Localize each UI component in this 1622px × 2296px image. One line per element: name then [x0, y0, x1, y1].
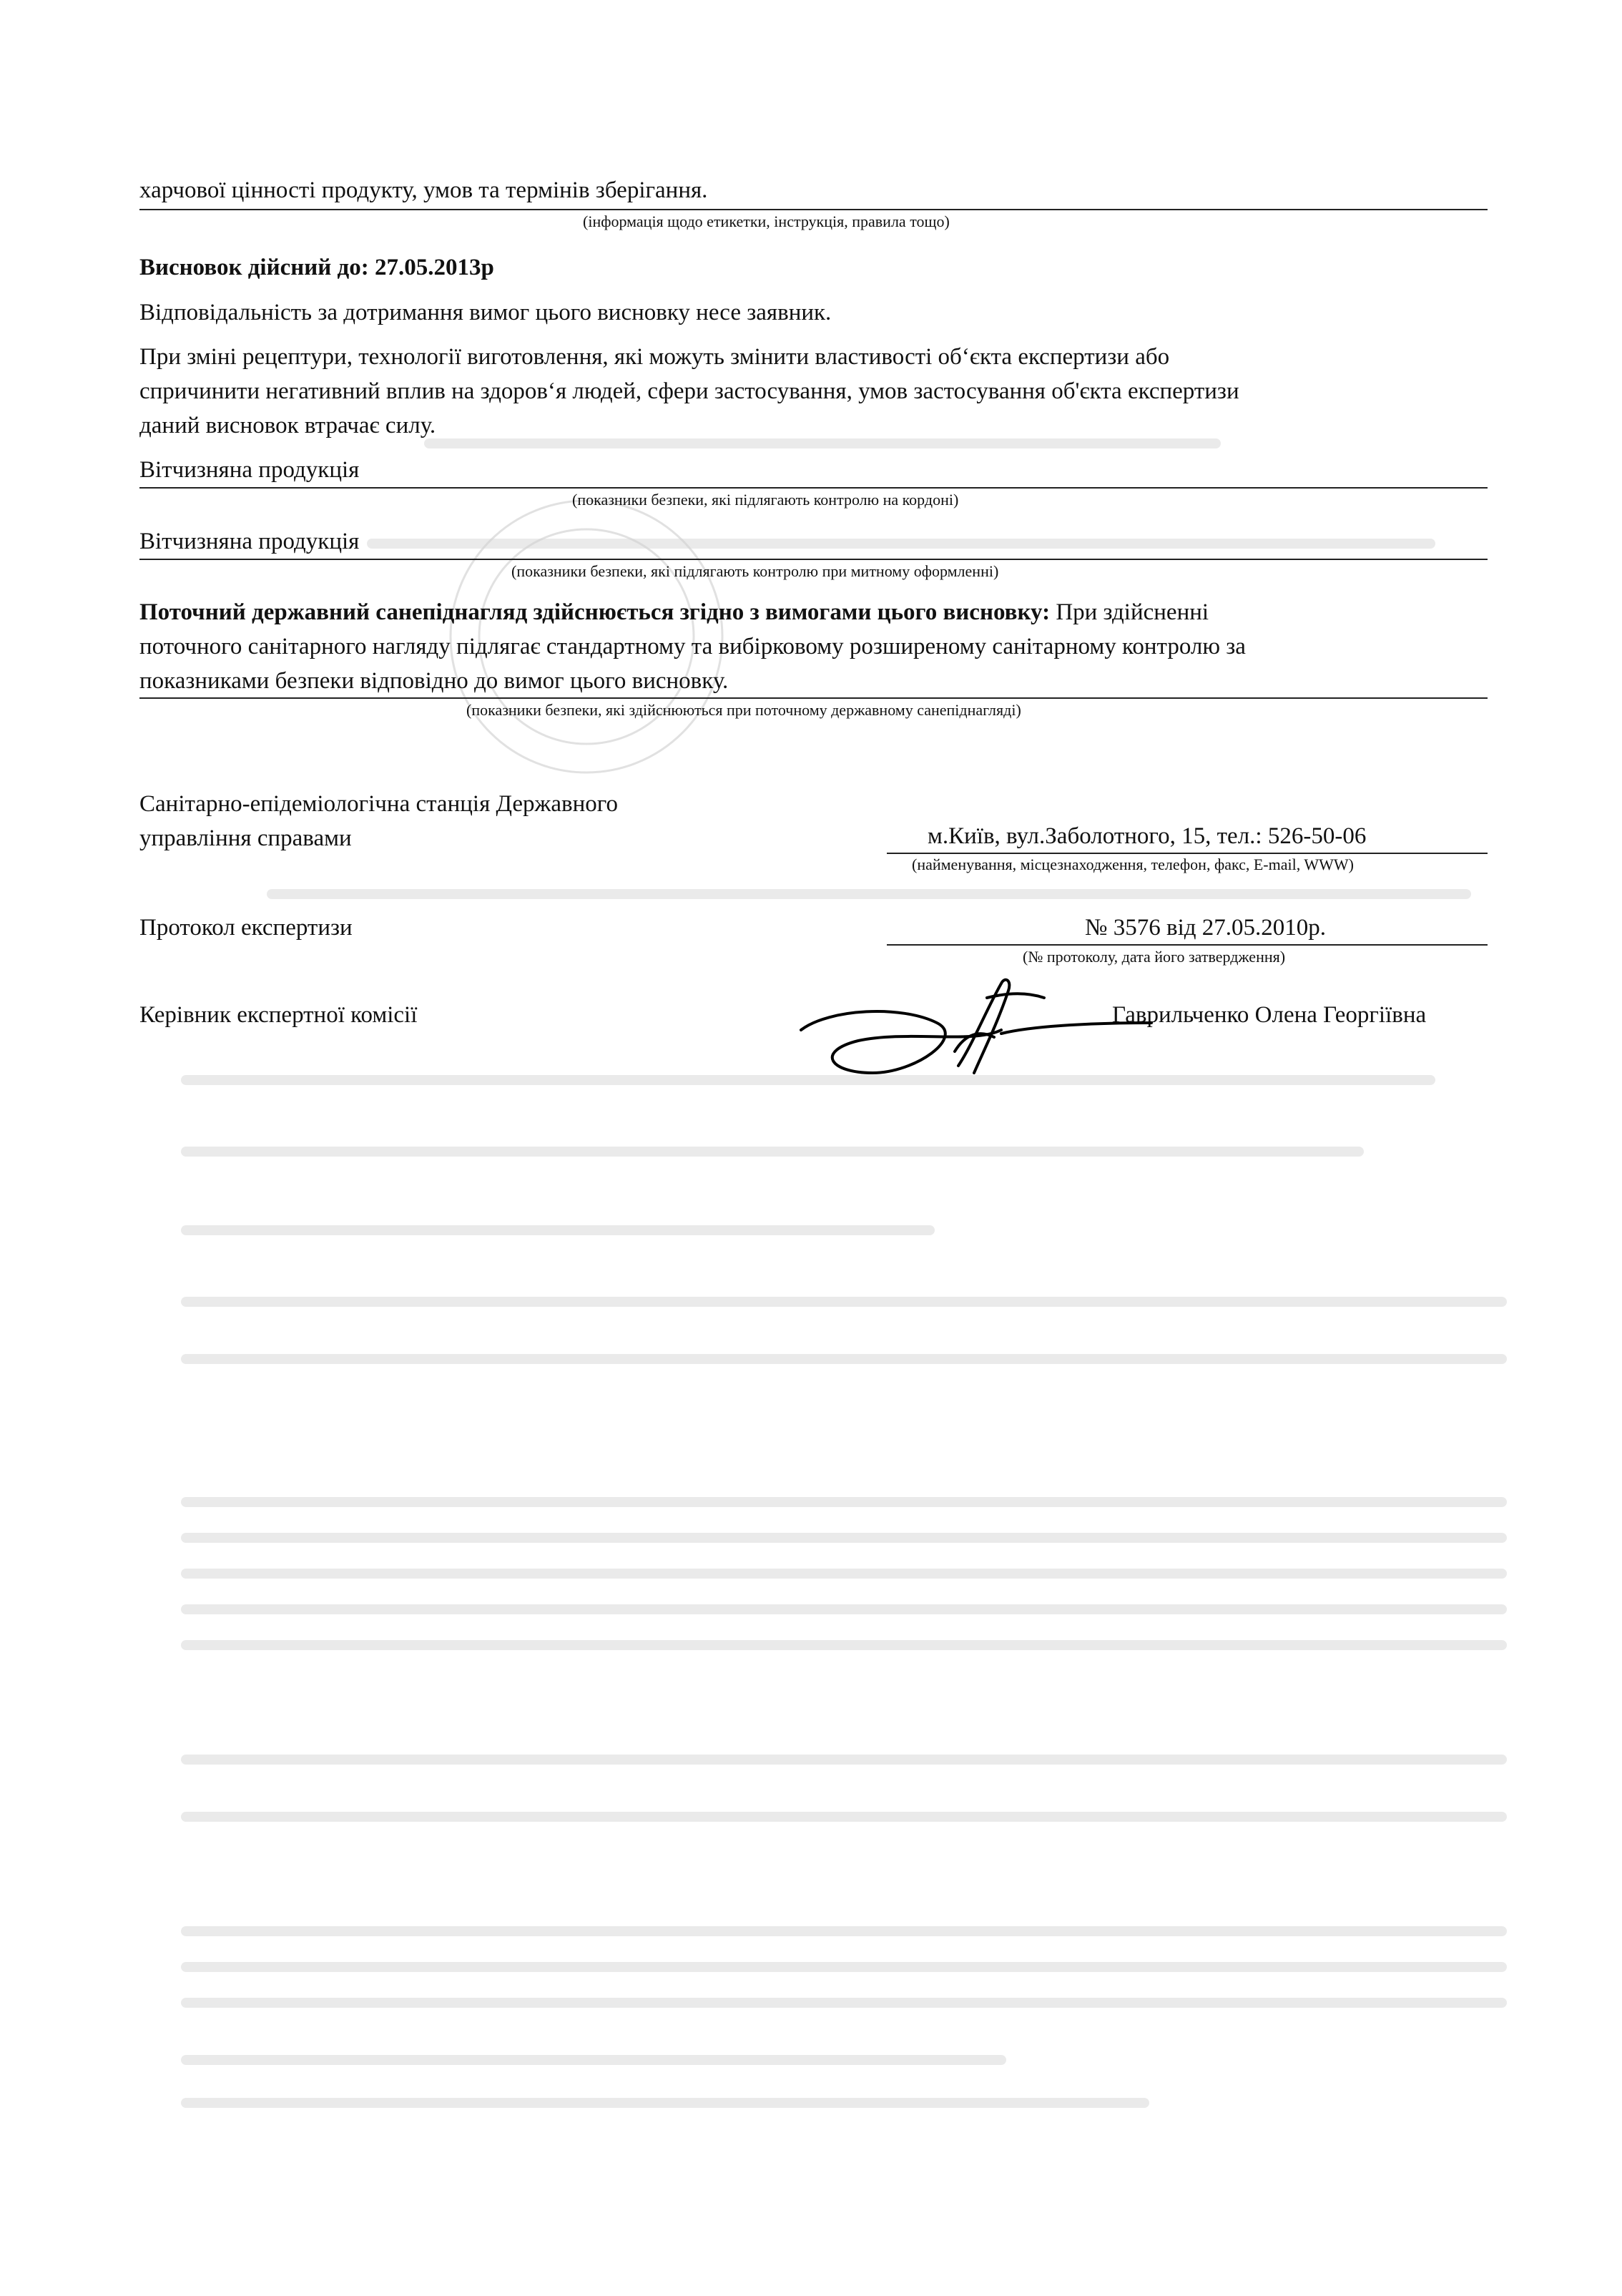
customs-value: Вітчизняна продукція: [139, 529, 360, 554]
rule-supervision: [139, 697, 1488, 699]
supervision-line-1-rest: При здійсненні: [1050, 599, 1209, 625]
protocol-label: Протокол експертизи: [139, 915, 353, 941]
caption-station: (найменування, місцезнаходження, телефон, факс, E-mail, WWW): [912, 855, 1354, 873]
station-address: м.Київ, вул.Заболотного, 15, тел.: 526-50-06: [928, 823, 1367, 849]
rule-protocol: [887, 944, 1488, 946]
responsibility-text: Відповідальність за дотримання вимог цього висновку несе заявник.: [139, 300, 832, 325]
border-control-value: Вітчизняна продукція: [139, 457, 360, 483]
supervision-line-1: [139, 595, 1209, 629]
caption-supervision: (показники безпеки, які здійснюються при поточному державному санепіднагляді): [466, 701, 1021, 719]
change-notice-line-3: даний висновок втрачає силу.: [139, 413, 436, 438]
station-name-line-2: управління справами: [139, 825, 352, 851]
caption-label-info: (інформація щодо етикетки, інструкція, правила тощо): [583, 212, 950, 230]
supervision-line-3: показниками безпеки відповідно до вимог цього висновку.: [139, 668, 729, 694]
rule-label-info: [139, 209, 1488, 210]
supervision-heading: Поточний державний санепіднагляд здійснюється згідно з вимогами цього висновку:: [139, 599, 1051, 625]
supervision-line-2: поточного санітарного нагляду підлягає стандартному та вибірковому розширеному санітарному контролю за: [139, 634, 1246, 659]
signature-icon: [787, 966, 1159, 1109]
rule-border-control: [139, 487, 1488, 489]
caption-border-control: (показники безпеки, які підлягають контролю на кордоні): [572, 491, 959, 509]
protocol-value: № 3576 від 27.05.2010р.: [1085, 915, 1327, 941]
top-line-text: харчової цінності продукту, умов та термінів зберігання.: [139, 177, 708, 203]
head-label: Керівник експертної комісії: [139, 1002, 418, 1028]
caption-customs: (показники безпеки, які підлягають контролю при митному оформленні): [511, 562, 999, 580]
caption-protocol: (№ протоколу, дата його затвердження): [1023, 948, 1286, 966]
station-name-line-1: Санітарно-епідеміологічна станція Державного: [139, 791, 618, 817]
rule-station: [887, 853, 1488, 854]
change-notice-line-1: При зміні рецептури, технології виготовлення, які можуть змінити властивості об‘єкта експертизи або: [139, 344, 1170, 370]
validity-text: Висновок дійсний до: 27.05.2013р: [139, 255, 494, 280]
rule-customs: [139, 559, 1488, 560]
head-name: Гаврильченко Олена Георгіївна: [1112, 1002, 1427, 1028]
change-notice-line-2: спричинити негативний вплив на здоров‘я людей, сфери застосування, умов застосування об'єкта експертизи: [139, 378, 1239, 404]
